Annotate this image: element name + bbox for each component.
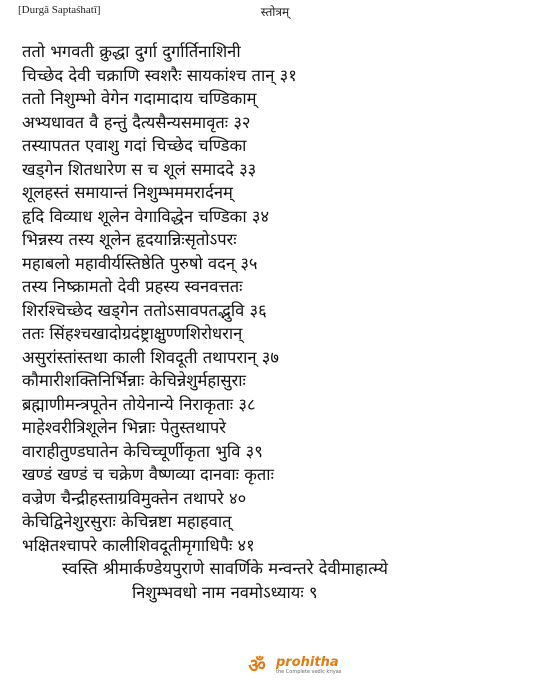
verse-line: ब्रह्माणीमन्त्रपूतेन तोयेनान्ये निराकृताः ३८: [22, 394, 256, 414]
verse-line: खड्गेन शितधारेण स च शूलं समाददे ३३: [22, 159, 257, 179]
verse-line: वाराहीतुण्डघातेन केचिच्चूर्णीकृता भुवि ३९: [22, 441, 263, 461]
verse-line: शिरश्चिच्छेद खड्गेन ततोऽसावपतद्भुवि ३६: [22, 300, 267, 320]
book-title-header: [Durgā Saptaśhatī]: [18, 4, 101, 16]
verse-line: तस्य निष्क्रामतो देवी प्रहस्य स्वनवत्ततः: [22, 277, 243, 296]
verse-line: तस्यापतत एवाशु गदां चिच्छेद चण्डिका: [22, 136, 247, 155]
verse-line: असुरांस्तांस्तथा काली शिवदूती तथापरान् ३७: [22, 347, 279, 367]
verse-line: अभ्यधावत वै हन्तुं दैत्यसैन्यसमावृतः ३२: [22, 112, 251, 132]
verse-line: भिन्नस्य तस्य शूलेन हृदयान्निःसृतोऽपरः: [22, 230, 237, 249]
verse-line: चिच्छेद देवी चक्राणि स्वशरैः सायकांश्च तान् ३१: [22, 65, 297, 85]
verse-line: खण्डं खण्डं च चक्रेण वैष्णव्या दानवाः कृताः: [22, 465, 274, 484]
verse-line: ततः सिंहश्चखादोग्रदंष्ट्राक्षुण्णशिरोधरान्: [22, 324, 243, 343]
colophon-line: स्वस्ति श्रीमार्कण्डेयपुराणे सावर्णिके मन्वन्तरे देवीमाहात्म्ये: [62, 559, 388, 578]
verse-line: वज्रेण चैन्द्रीहस्ताग्रविमुक्तेन तथापरे ४०: [22, 488, 247, 508]
section-title-header: स्तोत्रम्: [260, 5, 290, 19]
verse-line: ततो निशुम्भो वेगेन गदामादाय चण्डिकाम्: [22, 89, 257, 108]
brand-tagline: the Complete vedic kriyas: [276, 668, 342, 675]
verse-block: [22, 40, 532, 604]
verse-line: हृदि विव्याध शूलेन वेगाविद्धेन चण्डिका ३४: [22, 206, 270, 226]
verse-line: कौमारीशक्तिनिर्भिन्नाः केचिन्नेशुर्महासुराः: [22, 371, 246, 390]
verse-line: ततो भगवती क्रुद्धा दुर्गा दुर्गार्तिनाशिनी: [22, 42, 241, 61]
verse-line: महाबलो महावीर्यस्तिष्ठेति पुरुषो वदन् ३५: [22, 253, 258, 273]
brand-text: [276, 656, 341, 675]
brand-name: prohitha: [276, 654, 339, 670]
verse-line: केचिद्विनेशुरसुराः केचिन्नष्टा महाहवात्: [22, 512, 232, 531]
prohitha-logo: [242, 653, 341, 677]
verse-line: माहेश्वरीत्रिशूलेन भिन्नाः पेतुस्तथापरे: [22, 418, 226, 437]
colophon-line: निशुम्भवधो नाम नवमोऽध्यायः ९: [132, 582, 318, 602]
verse-line: शूलहस्तं समायान्तं निशुम्भममरार्दनम्: [22, 183, 233, 202]
verse-line: भक्षितश्चापरे कालीशिवदूतीमृगाधिपैः ४१: [22, 535, 255, 555]
om-icon: ॐ: [248, 655, 266, 677]
